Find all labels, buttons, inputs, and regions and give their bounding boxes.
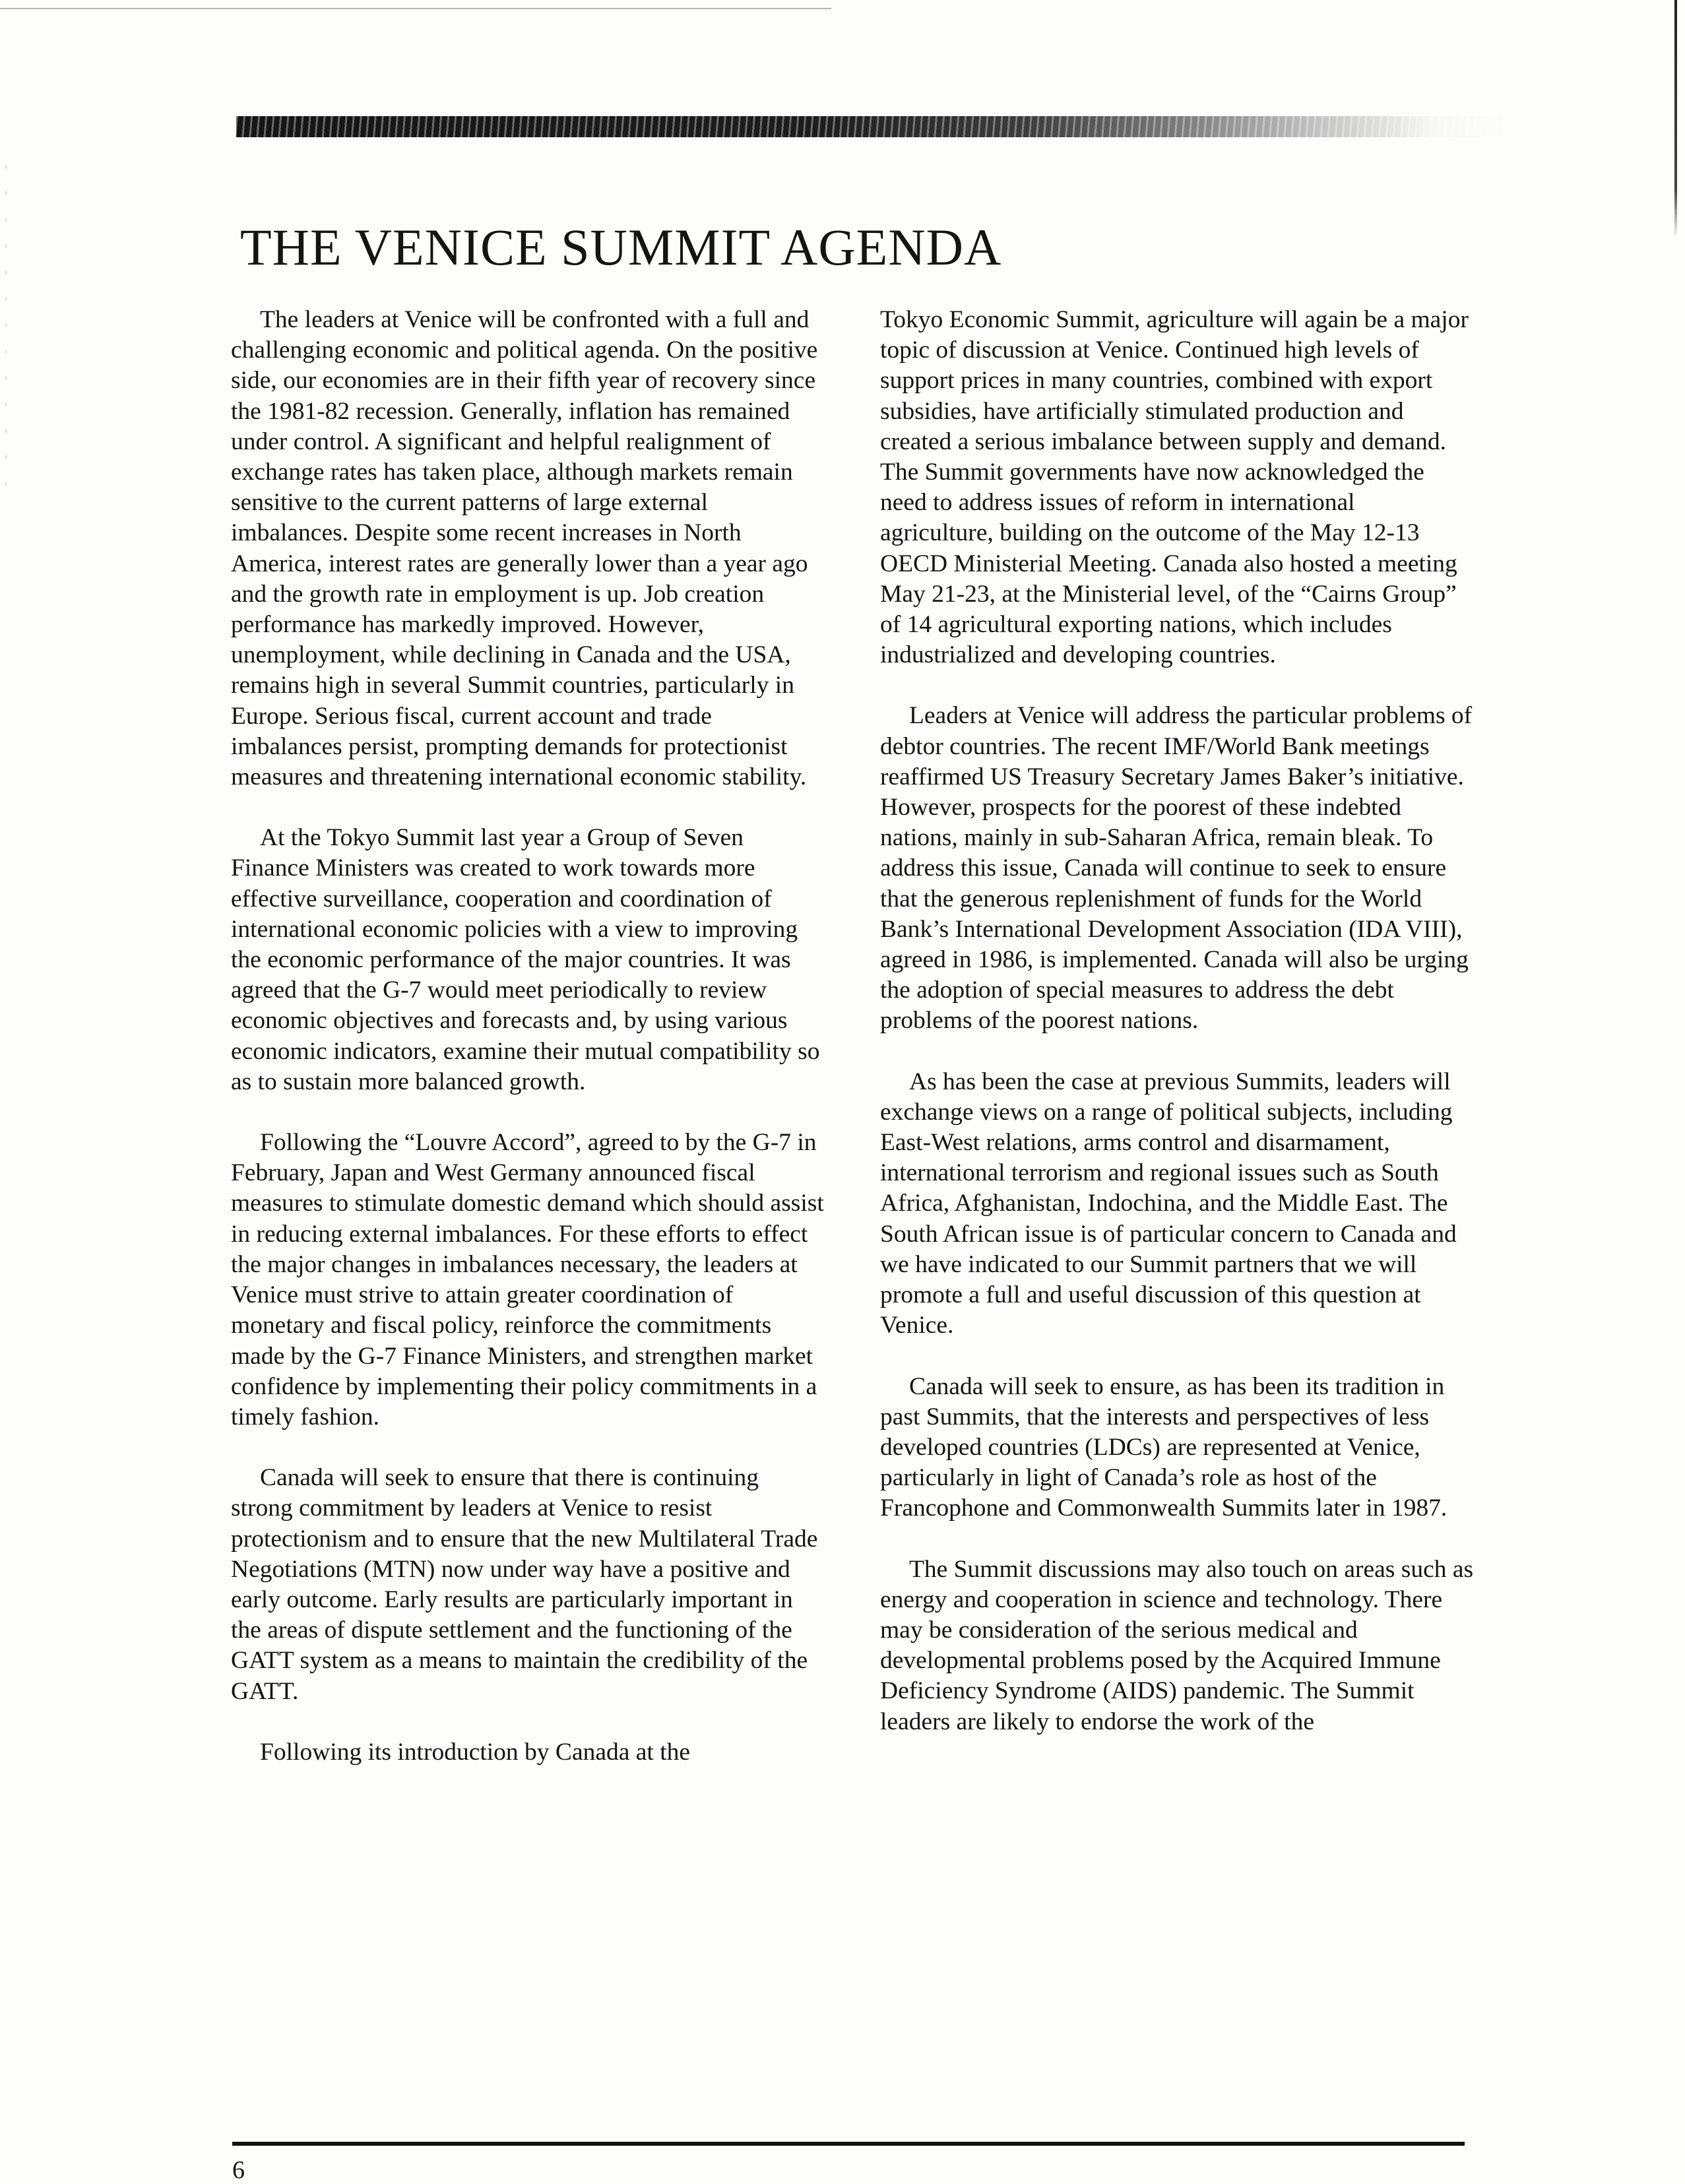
footer-rule: [232, 2142, 1465, 2146]
left-column: [231, 305, 825, 1798]
paragraph-political-subjects: As has been the case at previous Summits, leaders will exchange views on a range of political subjects, including East-West relations, arms control and disarmament, international terrorism and regional issues such as South Africa, Afghanistan, Indochina, and the Middle East. The South African issue is of particular concern to Canada and we have indicated to our Summit partners that we will promote a full and useful discussion of this question at Venice.: [880, 1068, 1457, 1339]
paragraph-agriculture-start: Following its introduction by Canada at the: [260, 1738, 691, 1766]
scan-margin-marks: [5, 165, 7, 495]
page-number: 6: [232, 2156, 245, 2184]
paragraph-ldcs: Canada will seek to ensure, as has been its tradition in past Summits, that the interests and perspectives of less developed countries (LDCs) are represented at Venice, particularly in light of Canada’s role as host of the Francophone and Commonwealth Summits later in 1987.: [880, 1372, 1447, 1522]
right-column: [880, 305, 1474, 1768]
header-decorative-bar: [236, 116, 1510, 137]
paragraph-economic-agenda: The leaders at Venice will be confronted with a full and challenging economic and political agenda. On the positive side, our economies are in their fifth year of recovery since the 1981-82 recession. Generally, inflation has remained under control. A significant and helpful realignment of exchange rates has taken place, although markets remain sensitive to the current patterns of large external imbalances. Despite some recent increases in North America, interest rates are generally lower than a year ago and the growth rate in employment is up. Job creation performance has markedly improved. However, unemployment, while declining in Canada and the USA, remains high in several Summit countries, particularly in Europe. Serious fiscal, current account and trade imbalances persist, prompting demands for protectionist measures and threatening international economic stability.: [231, 306, 818, 791]
page-edge-shadow: [1674, 0, 1677, 238]
paragraph-tokyo-summit-g7: At the Tokyo Summit last year a Group of Seven Finance Ministers was created to work towards more effective surveillance, cooperation and coordination of international economic policies with a view to improving the economic performance of the major countries. It was agreed that the G-7 would meet periodically to review economic objectives and forecasts and, by using various economic indicators, examine their mutual compatibility so as to sustain more balanced growth.: [231, 824, 820, 1095]
page-title: THE VENICE SUMMIT AGENDA: [240, 218, 1002, 276]
paragraph-louvre-accord: Following the “Louvre Accord”, agreed to by the G-7 in February, Japan and West Germany announced fiscal measures to stimulate domestic demand which should assist in reducing external imbalances. For these efforts to effect the major changes in imbalances necessary, the leaders at Venice must strive to attain greater coordination of monetary and fiscal policy, reinforce the commitments made by the G-7 Finance Ministers, and strengthen market confidence by implementing their policy commitments in a timely fashion.: [231, 1129, 824, 1430]
paragraph-protectionism-mtn: Canada will seek to ensure that there is continuing strong commitment by leaders at Venice to resist protectionism and to ensure that the new Multilateral Trade Negotiations (MTN) now under way have a positive and early outcome. Early results are particularly important in the areas of dispute settlement and the functioning of the GATT system as a means to maintain the credibility of the GATT.: [231, 1464, 818, 1705]
paragraph-science-aids: The Summit discussions may also touch on areas such as energy and cooperation in science and technology. There may be consideration of the serious medical and developmental problems posed by the Acquired Immune Deficiency Syndrome (AIDS) pandemic. The Summit leaders are likely to endorse the work of the: [880, 1555, 1474, 1735]
top-edge-rule: [0, 8, 831, 9]
paragraph-agriculture-continued: Tokyo Economic Summit, agriculture will again be a major topic of discussion at Venice. Continued high levels of support prices in many countries, combined with export subsidies, have artificially stimulated production and created a serious imbalance between supply and demand. The Summit governments have now acknowledged the need to address issues of reform in international agriculture, building on the outcome of the May 12-13 OECD Ministerial Meeting. Canada also hosted a meeting May 21-23, at the Ministerial level, of the “Cairns Group” of 14 agricultural exporting nations, which includes industrialized and developing countries.: [880, 306, 1469, 669]
paragraph-debtor-countries: Leaders at Venice will address the particular problems of debtor countries. The recent IMF/World Bank meetings reaffirmed US Treasury Secretary James Baker’s initiative. However, prospects for the poorest of these indebted nations, mainly in sub-Saharan Africa, remain bleak. To address this issue, Canada will continue to seek to ensure that the generous replenishment of funds for the World Bank’s International Development Association (IDA VIII), agreed in 1986, is implemented. Canada will also be urging the adoption of special measures to address the debt problems of the poorest nations.: [880, 702, 1473, 1035]
